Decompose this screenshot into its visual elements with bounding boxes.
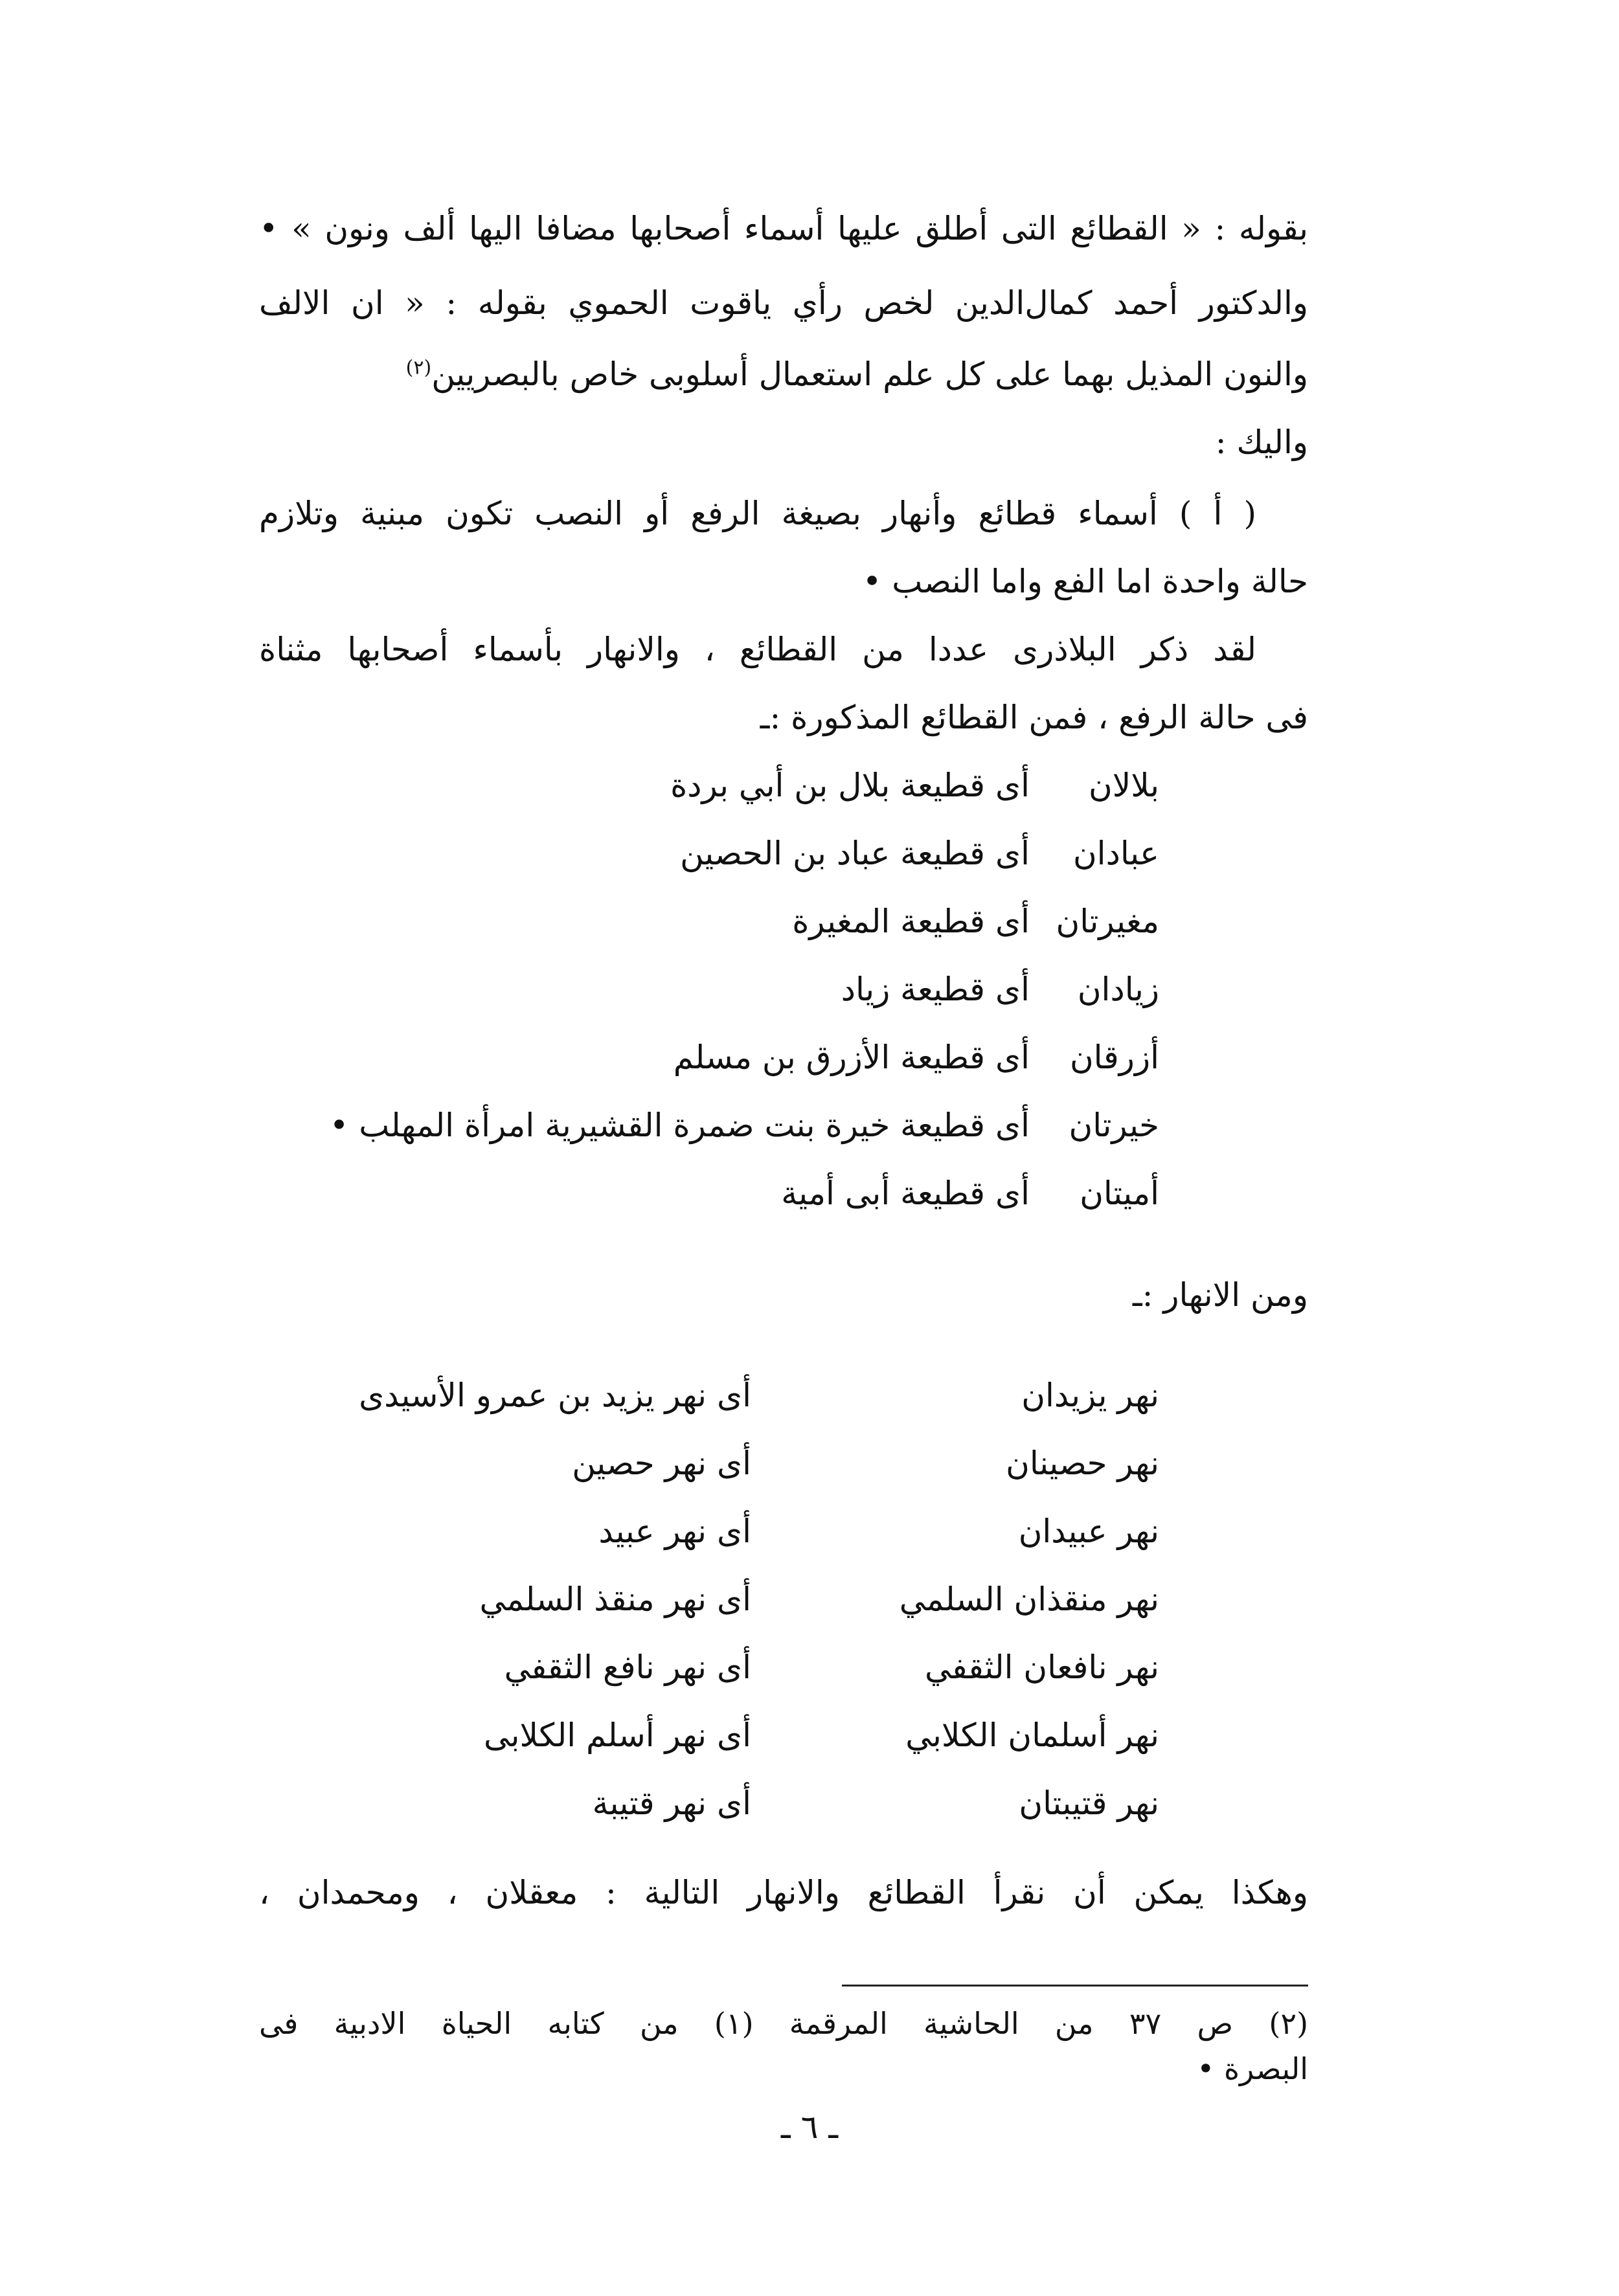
list-item — [259, 1781, 1308, 1826]
nahr-desc: أى نهر نافع الثقفي — [504, 1649, 751, 1686]
qatia-desc: أى قطيعة خيرة بنت ضمرة القشيرية امرأة المهلب • — [329, 1107, 1030, 1144]
qatia-name: أزرقان — [1069, 1039, 1159, 1076]
footnote-divider — [842, 1985, 1308, 1986]
list-item — [259, 1103, 1308, 1148]
qatia-name: عبادان — [1072, 835, 1159, 872]
list-item — [259, 1713, 1308, 1758]
nahr-desc: أى نهر قتيبة — [592, 1784, 751, 1822]
nahr-desc: أى نهر منقذ السلمي — [479, 1581, 751, 1618]
nahr-desc: أى نهر عبيد — [598, 1513, 751, 1550]
footnote-line-2: البصرة • — [1197, 2051, 1308, 2086]
nahr-desc: أى نهر حصين — [572, 1445, 751, 1482]
paragraph-line-5: ( أ ) أسماء قطائع وأنهار بصيغة الرفع أو النصب تكون مبنية وتلازم — [259, 495, 1256, 532]
nahr-name: نهر عبيدان — [1018, 1513, 1159, 1550]
nahr-desc: أى نهر يزيد بن عمرو الأسيدى — [359, 1377, 751, 1414]
list-item — [259, 831, 1308, 876]
nahr-name: نهر قتيبتان — [1019, 1784, 1159, 1822]
paragraph-line-1: بقوله : « القطائع التى أطلق عليها أسماء أصحابها مضافا اليها ألف ونون » • — [259, 210, 1308, 247]
list-item — [259, 1645, 1308, 1690]
paragraph-line-8: فى حالة الرفع ، فمن القطائع المذكورة :ـ — [760, 699, 1308, 736]
paragraph-line-4: واليك : — [1215, 423, 1308, 461]
list-item — [259, 1035, 1308, 1080]
paragraph-line-2: والدكتور أحمد كمال‌الدين لخص رأي ياقوت الحموي بقوله : « ان الالف — [259, 284, 1308, 322]
page-number: ـ ٦ ـ — [781, 2108, 838, 2146]
qatia-name: مغيرتان — [1056, 903, 1159, 940]
qatia-name: زيادان — [1077, 971, 1159, 1008]
qatia-desc: أى قطيعة زياد — [841, 971, 1030, 1008]
nahr-name: نهر حصينان — [1006, 1445, 1159, 1482]
anhar-heading: ومن الانهار :ـ — [1132, 1276, 1308, 1314]
nahr-name: نهر أسلمان الكلابي — [905, 1716, 1159, 1754]
footnote-line-1: (٢) ص ٣٧ من الحاشية المرقمة (١) من كتابه الحياة الادبية فى — [259, 2006, 1309, 2041]
nahr-name: نهر منقذان السلمي — [899, 1581, 1159, 1618]
qatia-name: خيرتان — [1069, 1107, 1159, 1144]
list-item — [259, 1373, 1308, 1418]
list-item — [259, 1171, 1308, 1216]
paragraph-line-3 — [259, 352, 1308, 397]
qatia-desc: أى قطيعة بلال بن أبي بردة — [670, 767, 1030, 804]
list-item — [259, 1441, 1308, 1486]
qatia-desc: أى قطيعة الأزرق بن مسلم — [673, 1039, 1030, 1076]
list-item — [259, 899, 1308, 944]
list-item — [259, 1509, 1308, 1554]
list-item — [259, 763, 1308, 808]
paragraph-line-6: حالة واحدة اما الفع واما النصب • — [862, 563, 1308, 600]
list-item — [259, 967, 1308, 1012]
qatia-name: بلالان — [1089, 767, 1159, 804]
nahr-name: نهر نافعان الثقفي — [925, 1649, 1159, 1686]
paragraph-line-3-text: والنون المذيل بهما على كل علم استعمال أسلوبى خاص بالبصريين — [431, 355, 1308, 393]
qatia-desc: أى قطيعة المغيرة — [792, 903, 1030, 940]
closing-line: وهكذا يمكن أن نقرأ القطائع والانهار التالية : معقلان ، ومحمدان ، — [259, 1874, 1308, 1911]
list-item — [259, 1577, 1308, 1622]
qatia-desc: أى قطيعة أبى أمية — [781, 1175, 1030, 1212]
nahr-name: نهر يزيدان — [1021, 1377, 1159, 1414]
footnote-marker: (٢) — [405, 356, 432, 379]
qatia-desc: أى قطيعة عباد بن الحصين — [680, 835, 1030, 872]
qatia-name: أميتان — [1080, 1175, 1159, 1212]
nahr-desc: أى نهر أسلم الكلابى — [483, 1716, 751, 1754]
paragraph-line-7: لقد ذكر البلاذرى عددا من القطائع ، والانهار بأسماء أصحابها مثناة — [259, 631, 1256, 668]
